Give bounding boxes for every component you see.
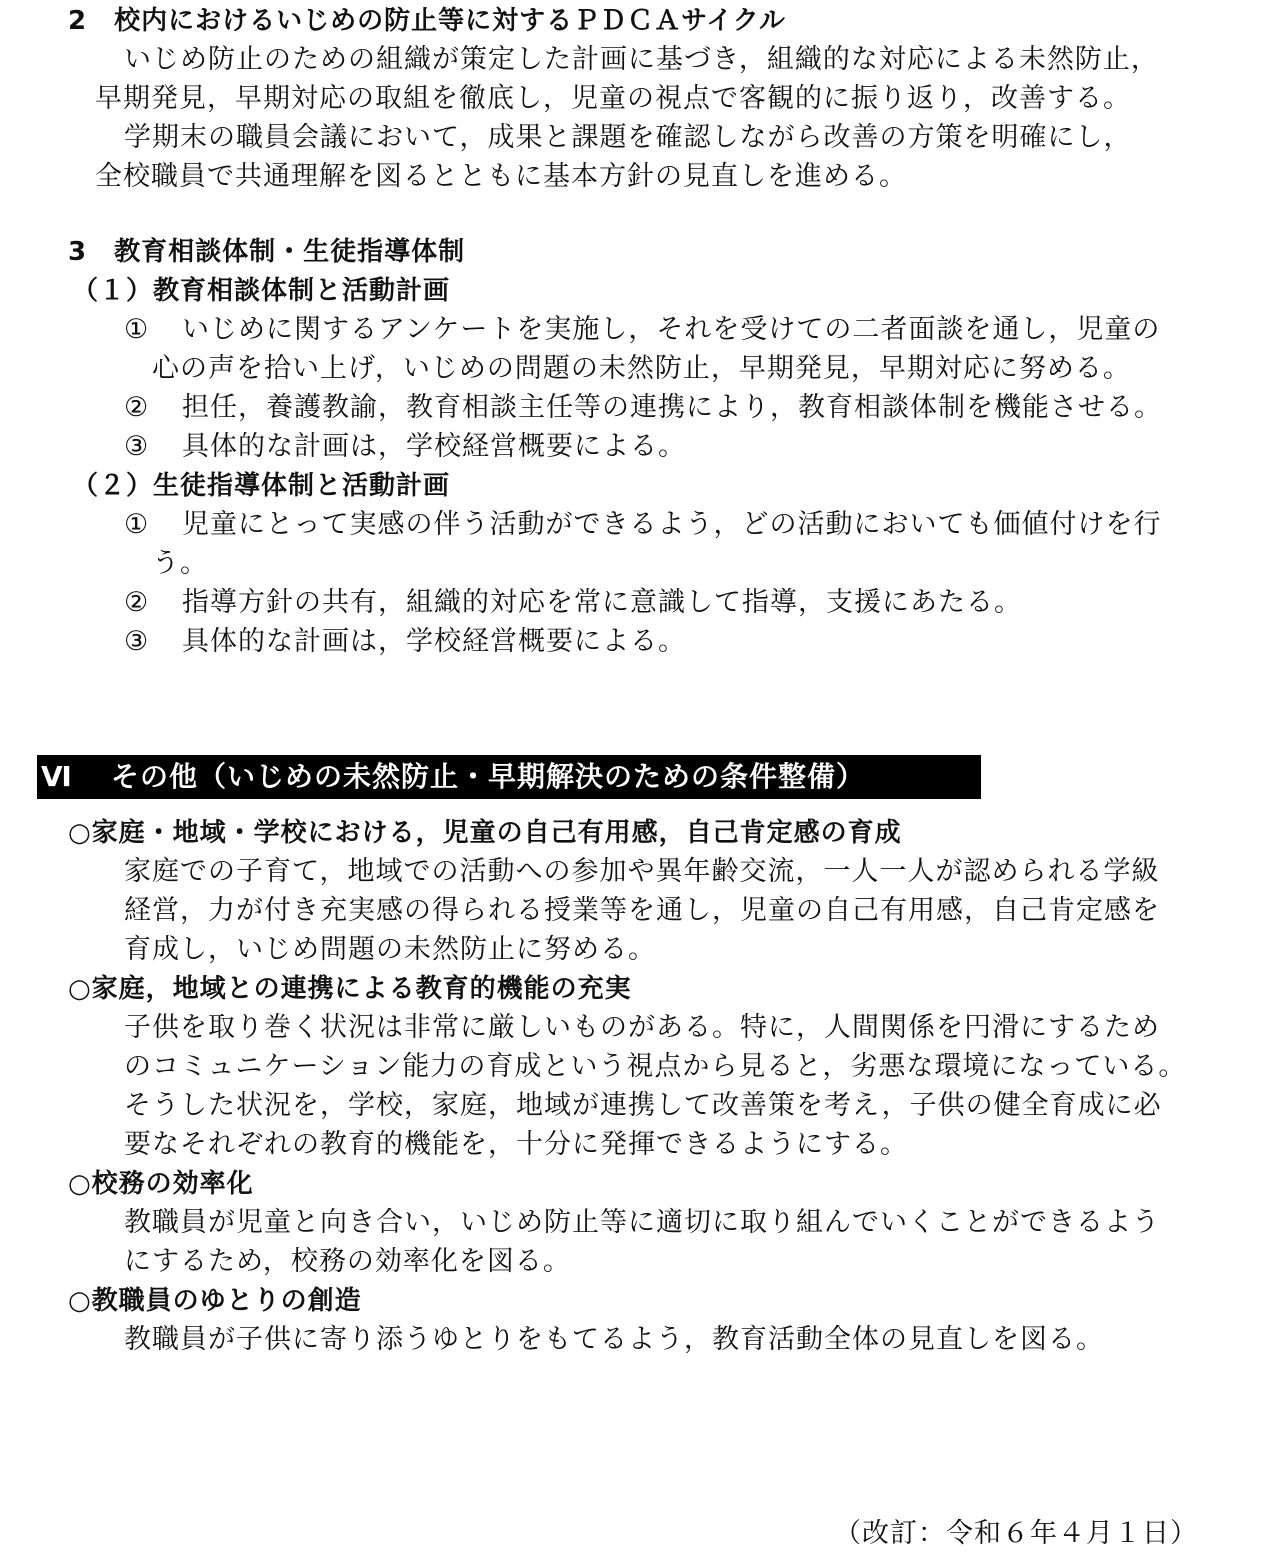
sub1-item-1 [124, 311, 1160, 349]
section2-line-1: いじめ防止のための組織が策定した計画に基づき，組織的な対応による未然防止， [124, 44, 1159, 75]
block1-heading: ○家庭・地域・学校における，児童の自己有用感，自己肯定感の育成 [68, 818, 902, 848]
sub2-item-3 [124, 623, 686, 661]
revision-date: （改訂：令和６年４月１日） [834, 1518, 1198, 1549]
item-text: 具体的な計画は，学校経営概要による。 [182, 431, 686, 462]
item-text: 担任，養護教諭，教育相談主任等の連携により，教育相談体制を機能させる。 [182, 392, 1162, 423]
section2-line-2: 早期発見，早期対応の取組を徹底し，児童の視点で客観的に振り返り，改善する。 [95, 83, 1131, 114]
block4-heading: ○教職員のゆとりの創造 [68, 1286, 362, 1316]
sub2-item-1-cont: う。 [152, 548, 208, 579]
block3-heading: ○校務の効率化 [68, 1169, 254, 1199]
block2-line-3: そうした状況を，学校，家庭，地域が連携して改善策を考え，子供の健全育成に必 [124, 1090, 1162, 1121]
sub1-item-2 [124, 389, 1162, 427]
item-text: いじめに関するアンケートを実施し，それを受けての二者面談を通し，児童の [182, 314, 1161, 345]
item-marker: ① [124, 509, 150, 540]
section3-title: 3 教育相談体制・生徒指導体制 [68, 237, 466, 267]
block3-line-2: にするため，校務の効率化を図る。 [124, 1246, 571, 1277]
section2-line-3: 学期末の職員会議において，成果と課題を確認しながら改善の方策を明確にし， [124, 122, 1132, 153]
sub2-item-2 [124, 584, 1022, 622]
block4-line-1: 教職員が子供に寄り添うゆとりをもてるよう，教育活動全体の見直しを図る。 [124, 1324, 1104, 1355]
item-marker: ③ [124, 431, 150, 462]
section2-line-4: 全校職員で共通理解を図るとともに基本方針の見直しを進める。 [95, 161, 907, 192]
block2-heading: ○家庭，地域との連携による教育的機能の充実 [68, 974, 632, 1004]
item-marker: ③ [124, 626, 150, 657]
section6-number: Ⅵ [41, 760, 73, 793]
item-text: 児童にとって実感の伴う活動ができるよう，どの活動においても価値付けを行 [182, 509, 1162, 540]
item-text: 指導方針の共有，組織的対応を常に意識して指導，支援にあたる。 [182, 587, 1022, 618]
section2-title: 2 校内におけるいじめの防止等に対するＰＤＣＡサイクル [68, 6, 786, 36]
section6-banner [37, 755, 981, 799]
block2-line-2: のコミュニケーション能力の育成という視点から見ると，劣悪な環境になっている。 [124, 1051, 1187, 1082]
block2-line-4: 要なそれぞれの教育的機能を，十分に発揮できるようにする。 [124, 1129, 908, 1160]
item-marker: ② [124, 392, 150, 423]
section6-title: その他（いじめの未然防止・早期解決のための条件整備） [111, 760, 866, 793]
section3-sub2-title: （２）生徒指導体制と活動計画 [72, 471, 451, 501]
block3-line-1: 教職員が児童と向き合い，いじめ防止等に適切に取り組んでいくことができるよう [124, 1207, 1160, 1238]
section3-sub1-title: （１）教育相談体制と活動計画 [72, 276, 451, 306]
block1-line-2: 経営，力が付き充実感の得られる授業等を通し，児童の自己有用感，自己肯定感を [124, 895, 1160, 926]
sub1-item-3 [124, 428, 686, 466]
block1-line-1: 家庭での子育て，地域での活動への参加や異年齢交流，一人一人が認められる学級 [124, 856, 1160, 887]
block2-line-1: 子供を取り巻く状況は非常に厳しいものがある。特に，人間関係を円滑にするため [124, 1012, 1160, 1043]
sub2-item-1 [124, 506, 1161, 544]
block1-line-3: 育成し，いじめ問題の未然防止に努める。 [124, 934, 656, 965]
sub1-item-1-cont: 心の声を拾い上げ，いじめの問題の未然防止，早期発見，早期対応に努める。 [152, 353, 1131, 384]
item-text: 具体的な計画は，学校経営概要による。 [182, 626, 686, 657]
item-marker: ② [124, 587, 150, 618]
item-marker: ① [124, 314, 150, 345]
